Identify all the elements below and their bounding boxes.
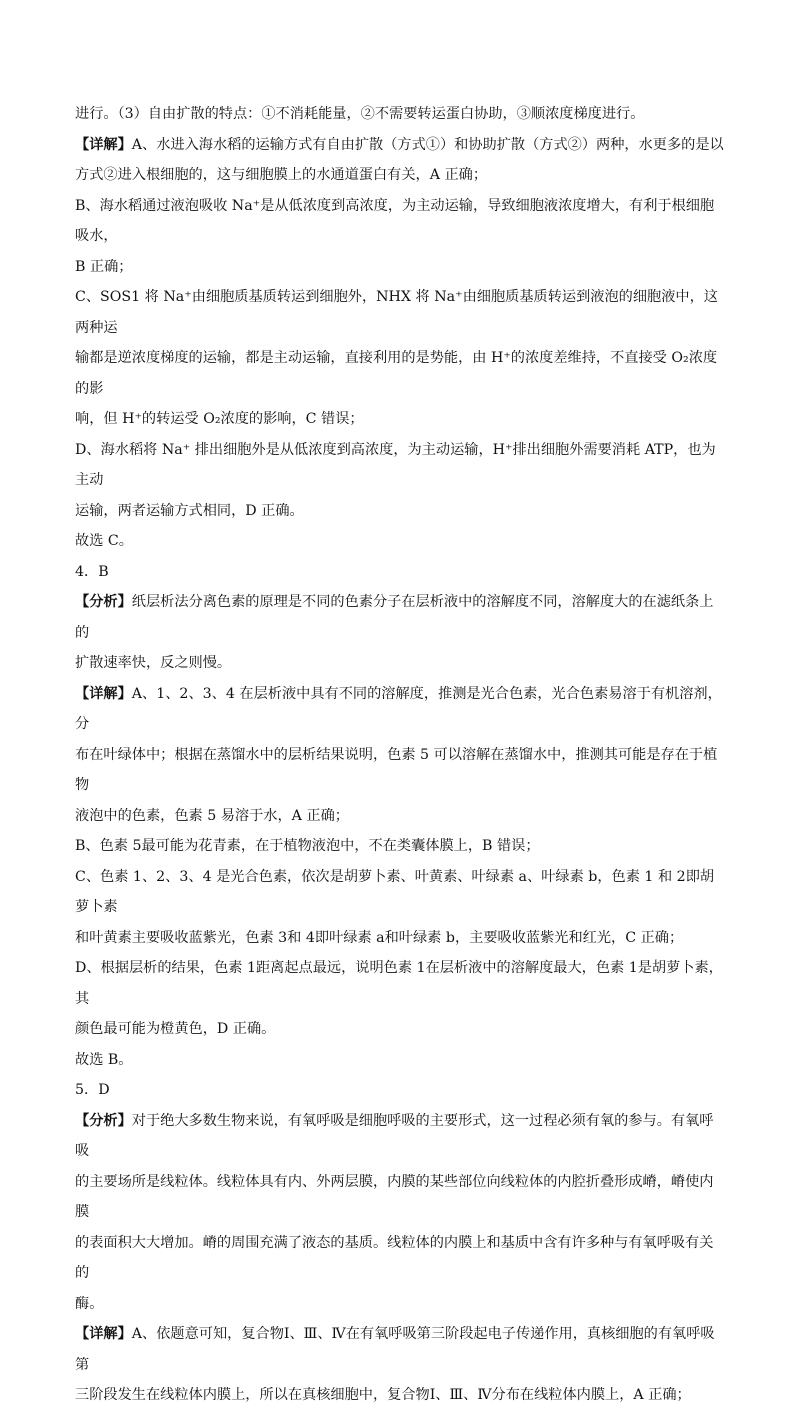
text-line: 扩散速率快，反之则慢。 [75,655,232,671]
text-line: 进行。（3）自由扩散的特点：①不消耗能量，②不需要转运蛋白协助，③顺浓度梯度进行。 [75,106,645,122]
text-line: D、海水稻将 Na⁺ 排出细胞外是从低浓度到高浓度，为主动运输，H⁺排出细胞外需要消耗 ATP，也为主动 [75,441,716,488]
text-line: D、根据层析的结果，色素 1距离起点最远，说明色素 1在层析液中的溶解度最大，色素 1是胡萝卜素，其 [75,960,723,1007]
text-line: B、海水稻通过液泡吸收 Na⁺是从低浓度到高浓度，为主动运输，导致细胞液浓度增大，有利于根细胞吸水， [75,197,715,244]
text-line: 【详解】A、依题意可知，复合物Ⅰ、Ⅲ、Ⅳ在有氧呼吸第三阶段起电子传递作用，真核细胞的有氧呼吸第 [75,1326,715,1373]
text-line: B、色素 5最可能为花青素，在于植物液泡中，不在类囊体膜上，B 错误； [75,838,540,854]
text-line: 响，但 H⁺的转运受 O₂浓度的影响，C 错误； [75,411,364,427]
text-line: 【分析】纸层析法分离色素的原理是不同的色素分子在层析液中的溶解度不同，溶解度大的在滤纸条上的 [75,594,714,641]
text-line: 三阶段发生在线粒体内膜上，所以在真核细胞中，复合物Ⅰ、Ⅲ、Ⅳ分布在线粒体内膜上，A 正确； [75,1387,691,1403]
text-line: C、SOS1 将 Na⁺由细胞质基质转运到细胞外，NHX 将 Na⁺由细胞质基质转运到液泡的细胞液中，这两种运 [75,289,718,336]
text-line: 方式②进入根细胞的，这与细胞膜上的水通道蛋白有关，A 正确； [75,167,488,183]
document-body [75,99,725,1411]
answer-line: 故选 C。 [75,533,133,549]
text-line: 的主要场所是线粒体。线粒体具有内、外两层膜，内膜的某些部位向线粒体的内腔折叠形成嵴，嵴使内膜 [75,1173,714,1220]
question-number: 5．D [75,1082,110,1098]
answer-line: 故选 B。 [75,1051,133,1068]
text-line: 布在叶绿体中；根据在蒸馏水中的层析结果说明，色素 5 可以溶解在蒸馏水中，推测其可能是存在于植物 [75,746,718,793]
text-line: 酶。 [75,1295,104,1312]
text-line: 【详解】A、水进入海水稻的运输方式有自由扩散（方式①）和协助扩散（方式②）两种，水更多的是以 [75,136,724,153]
text-line: 液泡中的色素，色素 5 易溶于水，A 正确； [75,807,349,824]
text-line: 运输，两者运输方式相同，D 正确。 [75,502,304,519]
question-number: 4．B [75,563,109,580]
text-line: 【分析】对于绝大多数生物来说，有氧呼吸是细胞呼吸的主要形式，这一过程必须有氧的参与。有氧呼吸 [75,1112,714,1159]
text-line: 输都是逆浓度梯度的运输，都是主动运输，直接利用的是势能，由 H⁺的浓度差维持，不直接受 O₂浓度的影 [75,350,718,397]
text-line: 颜色最可能为橙黄色，D 正确。 [75,1021,276,1037]
text-line: B 正确； [75,258,133,275]
text-line: C、色素 1、2、3、4 是光合色素，依次是胡萝卜素、叶黄素、叶绿素 a、叶绿素 b，色素 1 和 2即胡萝卜素 [75,868,715,915]
text-line: 和叶黄素主要吸收蓝紫光，色素 3和 4即叶绿素 a和叶绿素 b，主要吸收蓝紫光和红光，C 正确； [75,929,684,946]
text-line: 【详解】A、1、2、3、4 在层析液中具有不同的溶解度，推测是光合色素，光合色素易溶于有机溶剂，分 [75,685,722,732]
text-line: 的表面积大大增加。嵴的周围充满了液态的基质。线粒体的内膜上和基质中含有许多种与有氧呼吸有关的 [75,1234,714,1281]
